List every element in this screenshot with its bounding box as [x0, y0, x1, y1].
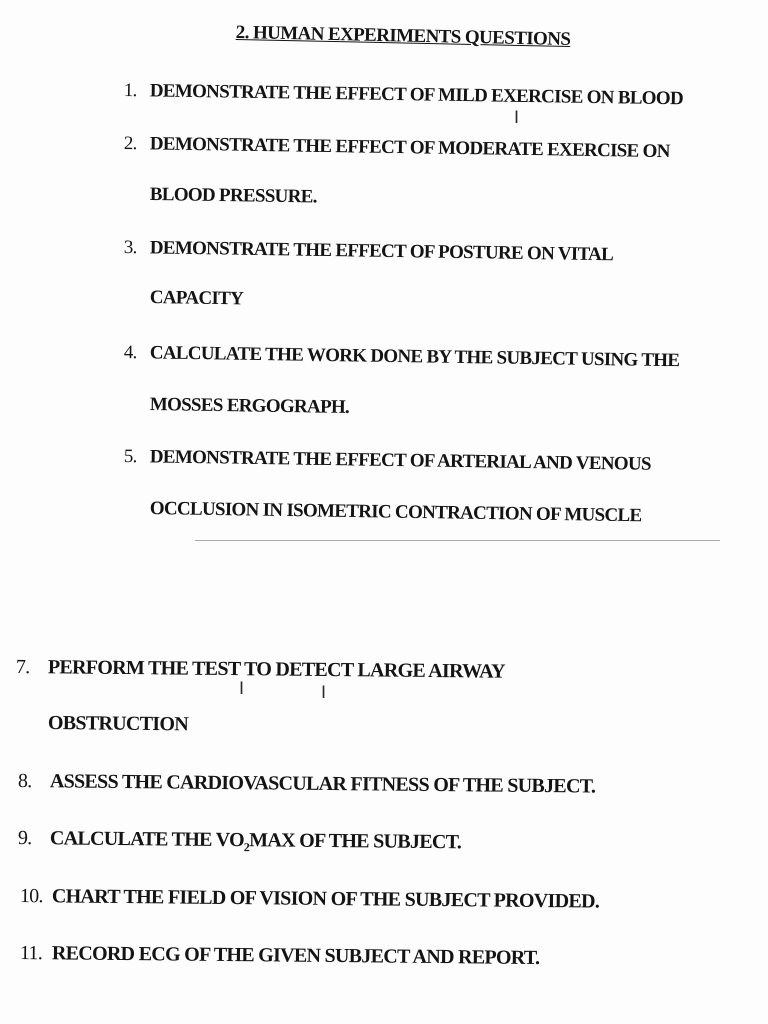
question-3-continuation: CAPACITY	[149, 287, 244, 310]
question-text: CALCULATE THE VO	[49, 827, 245, 852]
question-number: 4.	[123, 342, 137, 364]
question-4-continuation: MOSSES ERGOGRAPH.	[149, 394, 350, 418]
question-5-continuation: OCCLUSION IN ISOMETRIC CONTRACTION OF MUSCLE	[149, 498, 642, 527]
divider-line	[195, 540, 720, 541]
question-text-end: MAX OF THE SUBJECT.	[249, 829, 462, 854]
question-number: 3.	[123, 237, 137, 259]
text-cursor-icon: I	[239, 679, 245, 699]
question-text: DEMONSTRATE THE EFFECT OF MODERATE EXERCISE ON	[149, 133, 670, 163]
question-9	[18, 827, 461, 857]
question-number: 5.	[123, 446, 137, 468]
question-2	[124, 133, 670, 163]
text-cursor-icon: I	[321, 683, 327, 703]
question-number: 7.	[15, 656, 30, 679]
question-number: 1.	[123, 80, 137, 102]
page-heading: 2. HUMAN EXPERIMENTS QUESTIONS	[235, 22, 571, 51]
question-1	[124, 80, 683, 110]
question-10	[20, 885, 599, 914]
question-number: 9.	[17, 827, 32, 850]
question-3	[124, 237, 614, 266]
question-number: 11.	[19, 942, 43, 965]
question-number: 10.	[19, 885, 43, 908]
question-7-continuation: OBSTRUCTION	[47, 712, 189, 736]
question-number: 2.	[123, 133, 137, 155]
question-2-continuation: BLOOD PRESSURE.	[149, 184, 317, 208]
question-text: CHART THE FIELD OF VISION OF THE SUBJECT PROVIDED.	[51, 885, 600, 913]
question-text: CALCULATE THE WORK DONE BY THE SUBJECT USING THE	[149, 342, 680, 372]
question-11	[20, 942, 540, 970]
question-text: PERFORM THE TEST TO DETECT LARGE AIRWAY	[47, 656, 505, 683]
question-number: 8.	[17, 770, 32, 793]
question-7	[16, 656, 505, 684]
text-cursor-icon: I	[514, 108, 520, 128]
question-text: DEMONSTRATE THE EFFECT OF POSTURE ON VITAL	[149, 237, 614, 266]
subscript-two: 2	[243, 840, 250, 855]
question-4	[124, 342, 680, 372]
question-text: DEMONSTRATE THE EFFECT OF ARTERIAL AND VENOUS	[149, 446, 651, 475]
question-text: RECORD ECG OF THE GIVEN SUBJECT AND REPORT.	[51, 942, 540, 969]
question-8	[18, 770, 596, 799]
question-text: DEMONSTRATE THE EFFECT OF MILD EXERCISE ON BLOOD	[149, 80, 684, 110]
question-text: ASSESS THE CARDIOVASCULAR FITNESS OF THE SUBJECT.	[49, 770, 596, 798]
question-5	[124, 446, 651, 476]
